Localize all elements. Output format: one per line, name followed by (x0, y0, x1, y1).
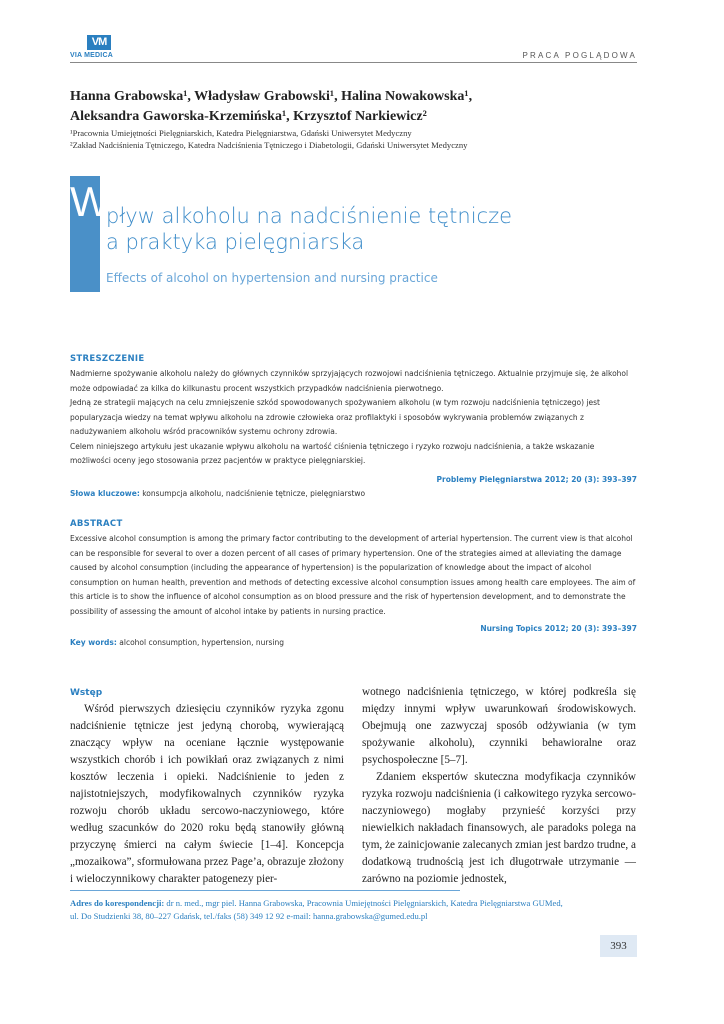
author-list (70, 87, 630, 127)
footnote-rule (70, 890, 460, 891)
streszczenie-heading: STRESZCZENIE (70, 354, 145, 364)
english-citation: Nursing Topics 2012; 20 (3): 393–397 (480, 624, 637, 633)
polish-keywords-value: konsumpcja alkoholu, nadciśnienie tętnicze, pielęgniarstwo (142, 489, 366, 498)
body-column-right (362, 684, 636, 888)
header-rule (70, 62, 637, 63)
abstract-body (70, 532, 637, 619)
abstract-heading: ABSTRACT (70, 519, 123, 529)
streszczenie-paragraph-1: Nadmierne spożywanie alkoholu należy do głównych czynników sprzyjających rozwojowi nadciśnienia tętniczego. Aktualnie przyjmuje się, że alkohol może odpowiadać za kilka do kilkunastu procent wszystkich przypadków nadciśnienia pierwotnego. (70, 369, 629, 393)
author-line-1: Hanna Grabowska¹, Władysław Grabowski¹, Halina Nowakowska¹, (70, 89, 473, 104)
correspondence-label: Adres do korespondencji: (70, 898, 165, 908)
page-number: 393 (600, 935, 637, 957)
affiliations (70, 128, 630, 151)
body-column-left (70, 701, 344, 888)
affiliation-2: ²Zakład Nadciśnienia Tętniczego, Katedra Nadciśnienia Tętniczego i Diabetologii, Gdański Uniwersytet Medyczny (70, 139, 468, 150)
intro-paragraph-1: Wśród pierwszych dziesięciu czynników ryzyka zgonu nadciśnienie tętnicze jest jedyną chorobą, wywierającą znaczący wpływ na oceniane łącznie występowanie wszystkich chorób i ich powikłań oraz związanych z nimi kosztów leczenia i opieki. Nadciśnienie to jeden z najistotniejszych, modyfikowalnych czynników ryzyka rozwoju chorób układu sercowo-naczyniowego, które według szacunków do 2020 roku będą stanowiły główną przyczynę śmierci na całym świecie [1–4]. Koncepcja „mozaikowa”, sformułowana przez Page’a, obrazuje złożony i wieloczynnikowy charakter patogenezy pier- (70, 703, 344, 885)
correspondence-line-2: ul. Do Studzienki 38, 80–227 Gdańsk, tel./faks (58) 349 12 92 e-mail: hanna.grabowska@gumed.edu.pl (70, 910, 428, 921)
streszczenie-body (70, 367, 637, 469)
journal-logo-text: VIA MEDICA (70, 52, 113, 59)
article-title (106, 203, 626, 255)
correspondence-line-1 (70, 897, 640, 910)
title-drop-initial: W (70, 178, 110, 225)
polish-keywords-label: Słowa kluczowe: (70, 489, 140, 498)
section-heading-introduction: Wstęp (70, 688, 103, 698)
english-keywords-value: alcohol consumption, hypertension, nursing (119, 638, 284, 647)
polish-citation: Problemy Pielęgniarstwa 2012; 20 (3): 393–397 (436, 475, 637, 484)
english-keywords-label: Key words: (70, 638, 117, 647)
running-head: PRACA POGLĄDOWA (522, 51, 637, 60)
streszczenie-paragraph-2: Jedną ze strategii mających na celu zmniejszenie szkód spowodowanych spożywaniem alkoholu (w tym rozwoju nadciśnienia tętniczego) jest popularyzacja wiedzy na temat wpływu alkoholu na zdrowie człowieka oraz profilaktyki i sposobów wykrywania problemów związanych z nadużywaniem alkoholu wśród pracowników systemu ochrony zdrowia. (70, 398, 601, 436)
affiliation-1: ¹Pracownia Umiejętności Pielęgniarskich, Katedra Pielęgniarstwa, Gdański Uniwersytet Medyczny (70, 128, 412, 138)
intro-paragraph-1-continued: wotnego nadciśnienia tętniczego, w której podkreśla się między innymi wpływ uwarunkowań środowiskowych. Obejmują one zazwyczaj sposób odżywiania (w tym spożywanie alkoholu), czynniki behawioralne oraz psychospołeczne [5–7]. (362, 686, 636, 766)
title-line-2: a praktyka pielęgniarska (106, 230, 365, 254)
intro-paragraph-2: Zdaniem ekspertów skuteczna modyfikacja czynników ryzyka rozwoju nadciśnienia (i całkowitego ryzyka sercowo-naczyniowego) mogłaby przynieść korzyści przy niewielkich nakładach finansowych, ale paradoks polega na tym, że zainicjowanie zalecanych zmian jest bardzo trudne, a dodatkową trudnością jest ich długotrwałe utrzymanie — zarówno na poziomie jednostek, (362, 771, 636, 885)
article-subtitle-english: Effects of alcohol on hypertension and nursing practice (106, 271, 438, 285)
streszczenie-paragraph-3: Celem niniejszego artykułu jest ukazanie wpływu alkoholu na wartość ciśnienia tętniczego i ryzyko rozwoju nadciśnienia, a także wskazanie możliwości oceny jego stosowania przez pacjentów w praktyce pielęgniarskiej. (70, 441, 595, 465)
polish-keywords (70, 489, 365, 498)
author-line-2: Aleksandra Gaworska-Krzemińska¹, Krzysztof Narkiewicz² (70, 109, 427, 124)
correspondence-address (70, 897, 640, 922)
title-line-1: pływ alkoholu na nadciśnienie tętnicze (106, 204, 513, 228)
journal-logo-mark: VM (87, 35, 111, 50)
english-keywords (70, 638, 284, 647)
correspondence-line-1-text: dr n. med., mgr piel. Hanna Grabowska, Pracownia Umiejętności Pielęgniarskich, Katedra Pielęgniarstwa GUMed, (166, 898, 563, 908)
abstract-paragraph: Excessive alcohol consumption is among the primary factor contributing to the development of arterial hypertension. The current view is that alcohol can be responsible for several to over a dozen percent of all cases of primary hypertension. One of the strategies aimed at alleviating the damage caused by alcohol consumption (including the appearance of hypertension) is the popularization of knowledge about the impact of alcohol consumption on human health, prevention and methods of detecting excessive alcohol consumption issues among health care employees. The aim of this article is to show the influence of alcohol consumption as on blood pressure and the risk of hypertension development, and to demonstrate the possibility of assessing the amount of alcohol intake by patients in nursing practice. (70, 534, 636, 616)
